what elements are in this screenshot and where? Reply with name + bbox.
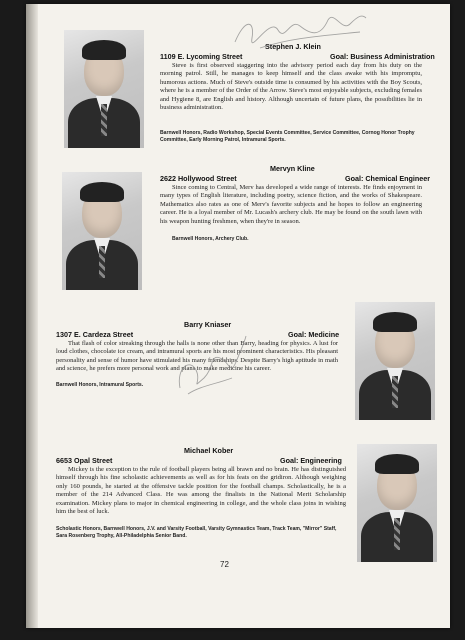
entry-goal: Goal: Chemical Engineer: [345, 174, 431, 183]
entry-description: Steve is first observed staggering into the advisory period each day from his duty on the morning patrol. Still, he manages to keep himself and the class awake with his impromptu, humorous actions. Much of Steve's outside time is consumed by his activities with the Boy Scouts, where he is a member of the Order of the Arrow. Steve's most enjoyable subjects, excluding females and Hygiene 8, are English and history. Although uncertain of future plans, the possibilities lie in business administration.: [160, 62, 422, 112]
entry-description: Since coming to Central, Merv has developed a wide range of interests. He finds enjoyment in many types of English literature, including poetry, science fiction, and the works of Shakespeare. Mathematics also rates as one of Merv's favorite subjects and he hopes to follow an engineering career. He is a loyal member of Mr. Lucash's archery club. He may be found on the south lawn with his weapon hunting freshmen, when they're in season.: [160, 184, 422, 225]
entry-activities: Barnwell Honors, Intramural Sports.: [56, 382, 144, 388]
portrait-photo-stephen-klein: [64, 30, 144, 148]
handwritten-signature-top: [230, 8, 370, 50]
entry-address: 2622 Hollywood Street: [160, 174, 237, 183]
entry-goal: Goal: Medicine: [288, 330, 340, 339]
entry-name: Barry Kniaser: [184, 320, 232, 329]
entry-address: 1109 E. Lycoming Street: [160, 52, 243, 61]
entry-activities: Scholastic Honors, Barnwell Honors, J.V. and Varsity Football, Varsity Gymnastics Team, Track Team, "Mirror" Staff, Sara Rosenberg Trophy, All-Philadelphia Senior Band.: [56, 526, 337, 539]
entry-name: Mervyn Kline: [270, 164, 315, 173]
portrait-photo-barry-kniaser: [355, 302, 435, 420]
entry-description: Mickey is the exception to the rule of football players being all brawn and no brain. He has distinguished himself through his fine scholastic achievements as well as for his feats on the gridiron. Although weighing only 160 pounds, he started at the offensive tackle position for the football champs. Scholastically, he is a member of the 214 Advanced Class. He was among the finalists in the National Merit Scholarship examination. Mickey plans to major in chemical engineering in college, and the whole class joins in wishing him the best of luck.: [56, 466, 346, 516]
page-binding-shadow: [26, 4, 38, 628]
portrait-photo-mervyn-kline: [62, 172, 142, 290]
portrait-photo-michael-kober: [357, 444, 437, 562]
page-number: 72: [220, 560, 229, 569]
entry-goal: Goal: Engineering: [280, 456, 342, 465]
entry-name: Michael Kober: [184, 446, 234, 455]
entry-description: That flash of color streaking through the halls is none other than Barry, heading for physics. A lust for loud clothes, chocolate ice cream, and intramural sports are his most prominent characteristics. His pleasant personality and sense of humor have stimulated his many friendships. Despite Barry's high aptitude in math and science, he prefers more personal work and plans to make medicine his career.: [56, 340, 338, 373]
entry-activities: Barnwell Honors, Radio Workshop, Special Events Committee, Service Committee, Cornog Honor Trophy Committee, Early Morning Patrol, Intramural Sports.: [160, 130, 415, 143]
entry-activities: Barnwell Honors, Archery Club.: [172, 236, 249, 242]
entry-address: 1307 E. Cardeza Street: [56, 330, 134, 339]
entry-goal: Goal: Business Administration: [330, 52, 435, 61]
entry-address: 6653 Opal Street: [56, 456, 113, 465]
entry-name: Stephen J. Klein: [265, 42, 321, 51]
handwritten-signature-middle: [170, 328, 250, 398]
